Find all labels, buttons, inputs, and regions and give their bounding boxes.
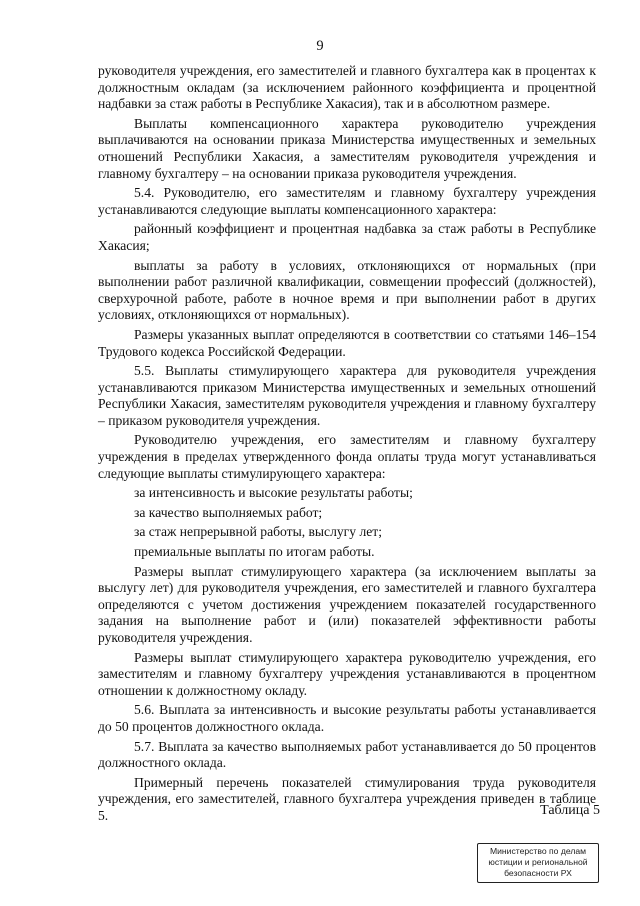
stamp-line: безопасности РХ (504, 868, 572, 878)
list-item: районный коэффициент и процентная надбавка за стаж работы в Республике Хакасия; (98, 221, 596, 253)
paragraph: 5.6. Выплата за интенсивность и высокие результаты работы устанавливается до 50 процентов должностного оклада. (98, 702, 596, 734)
paragraph: 5.5. Выплаты стимулирующего характера для руководителя учреждения устанавливаются приказом Министерства имущественных и земельных отношений Республики Хакасия, заместителям руководителя учреждения и главному бухгалтеру – приказом руководителя учреждения. (98, 363, 596, 428)
paragraph: Размеры указанных выплат определяются в соответствии со статьями 146–154 Трудового кодекса Российской Федерации. (98, 326, 596, 359)
paragraph: 5.7. Выплата за качество выполняемых работ устанавливается до 50 процентов должностного оклада. (98, 738, 596, 771)
table-caption: Таблица 5 (540, 803, 600, 818)
list-item: за качество выполняемых работ; (134, 504, 323, 520)
page-number: 9 (316, 38, 324, 54)
ministry-stamp (477, 843, 599, 883)
paragraph: Размеры выплат стимулирующего характера (за исключением выплаты за выслугу лет) для руководителя учреждения, его заместителей и главного бухгалтера определяются с учетом достижения учреждением показателей государственного задания на выполнение работ и (или) показателей эффективности работы руководителя учреждения. (98, 563, 596, 645)
paragraph: 5.4. Руководителю, его заместителям и главному бухгалтеру учреждения устанавливаются следующие выплаты компенсационного характера: (98, 185, 596, 217)
list-item: за интенсивность и высокие результаты работы; (134, 485, 413, 501)
paragraph: Руководителю учреждения, его заместителям и главному бухгалтеру учреждения в пределах утвержденного фонда оплаты труда могут устанавливаться следующие выплаты стимулирующего характера: (98, 432, 596, 481)
paragraph: руководителя учреждения, его заместителей и главного бухгалтера как в процентах к должностным окладам (за исключением районного коэффициента и процентной надбавки за стаж работы в Республике Хакасия), так и в абсолютном размере. (98, 63, 596, 112)
paragraph: Примерный перечень показателей стимулирования труда руководителя учреждения, его заместителей, главного бухгалтера учреждения приведен в таблице 5. (98, 774, 596, 823)
paragraph: Размеры выплат стимулирующего характера руководителю учреждения, его заместителям и главному бухгалтеру учреждения устанавливаются в процентном отношении к должностному окладу. (98, 649, 596, 698)
paragraph: Выплаты компенсационного характера руководителю учреждения выплачиваются на основании приказа Министерства имущественных и земельных отношений Республики Хакасия, а заместителям руководителя учреждения и главному бухгалтеру – на основании приказа руководителя учреждения. (98, 115, 596, 181)
list-item: выплаты за работу в условиях, отклоняющихся от нормальных (при выполнении работ различной квалификации, совмещении профессий (должностей), сверхурочной работе, работе в ночное время и при выполнении работ в других условиях, отклоняющихся от нормальных). (98, 257, 596, 323)
stamp-line: Министерство по делам (489, 846, 587, 856)
list-item: за стаж непрерывной работы, выслугу лет; (134, 524, 382, 540)
document-body (98, 63, 596, 828)
list-item: премиальные выплаты по итогам работы. (134, 544, 375, 560)
stamp-line: юстиции и региональной (488, 857, 588, 867)
